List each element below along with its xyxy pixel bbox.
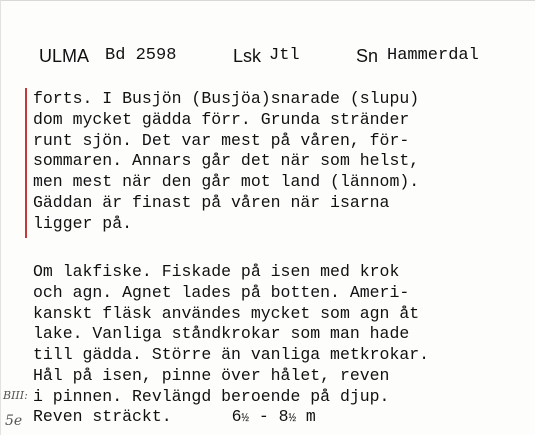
paragraph-2	[33, 262, 429, 408]
bd-number: Bd 2598	[105, 46, 177, 65]
paragraph-2-line: lake. Vanliga ståndkrokar som man hade	[33, 324, 410, 344]
margin-bar	[25, 88, 27, 238]
paragraph-1-line: forts. I Busjön (Busjöa)snarade (slupu)	[33, 89, 420, 108]
range-end-fraction: ½	[288, 411, 296, 425]
range-unit: m	[305, 407, 316, 426]
margin-note-top: BIII:	[3, 389, 28, 402]
paragraph-1-line: ligger på.	[33, 213, 133, 233]
paragraph-2-line: Om lakfiske. Fiskade på isen med krok	[33, 262, 400, 281]
paragraph-2-line: till gädda. Större än vanliga metkrokar.	[33, 345, 430, 365]
range-dash: -	[258, 407, 269, 426]
range-end: 8	[278, 407, 289, 426]
archive-name: ULMA	[39, 46, 90, 66]
paragraph-1-line: dom mycket gädda förr. Grunda stränder	[33, 109, 410, 129]
sn-label: Sn	[356, 46, 379, 66]
paragraph-1-line: sommaren. Annars går det när som helst,	[33, 151, 420, 171]
paragraph-1-line: men mest när den går mot land (lännom).	[33, 172, 420, 192]
paragraph-2-line: och agn. Agnet lades på botten. Ameri-	[33, 282, 410, 302]
paragraph-1-line: Gäddan är finast på våren när isarna	[33, 192, 390, 212]
range-start-fraction: ½	[241, 411, 249, 425]
paragraph-1-line: runt sjön. Det var mest på våren, för-	[33, 130, 410, 150]
margin-note-bottom: 5e	[5, 413, 23, 429]
paragraph-1	[33, 89, 419, 235]
lsk-label: Lsk	[233, 46, 262, 66]
last-line-text: Reven sträckt.	[33, 407, 172, 426]
last-line	[33, 407, 316, 429]
lsk-value: Jtl	[269, 46, 300, 65]
paragraph-2-line: Hål på isen, pinne över hålet, reven	[33, 365, 390, 385]
range-start: 6	[231, 407, 242, 426]
sn-value: Hammerdal	[387, 46, 479, 65]
paragraph-2-line: i pinnen. Revlängd beroende på djup.	[33, 386, 390, 406]
paragraph-2-line: kanskt fläsk användes mycket som agn åt	[33, 303, 420, 323]
